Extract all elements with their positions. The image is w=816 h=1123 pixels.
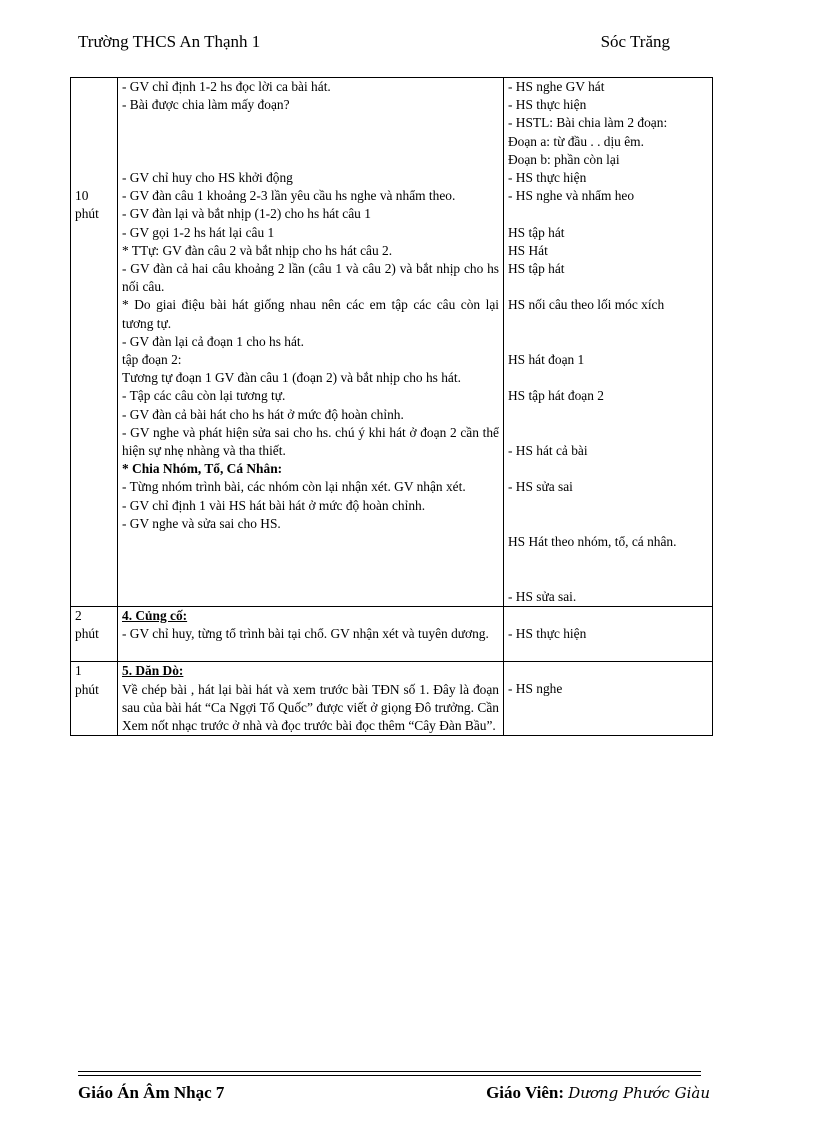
student-line: - HS thực hiện bbox=[508, 170, 587, 186]
time-value: 2 bbox=[75, 607, 82, 623]
footer-teacher bbox=[486, 1083, 710, 1103]
footer-divider bbox=[78, 1075, 701, 1076]
teacher-line: tập đoạn 2: bbox=[122, 352, 182, 367]
time-cell bbox=[71, 606, 118, 662]
teacher-line: - GV đàn câu 1 khoảng 2-3 lần yêu cầu hs nghe và nhẩm theo. bbox=[122, 188, 456, 204]
student-line: HS Hát bbox=[508, 242, 548, 258]
teacher-line: - Từng nhóm trình bài, các nhóm còn lại nhận xét. GV nhận xét. bbox=[122, 479, 466, 495]
teacher-line: - GV nghe và sửa sai cho HS. bbox=[122, 515, 281, 531]
student-line: HS Hát theo nhóm, tổ, cá nhân. bbox=[508, 533, 677, 549]
time-unit: phút bbox=[75, 681, 99, 697]
student-activity-cell bbox=[504, 606, 713, 662]
student-line: HS tập hát bbox=[508, 261, 565, 277]
section-heading: 4. Củng cố: bbox=[122, 607, 188, 623]
teacher-line: - GV chỉ huy, từng tổ trình bài tại chổ. GV nhận xét và tuyên dương. bbox=[122, 625, 489, 641]
time-unit: phút bbox=[75, 206, 99, 222]
student-line: - HS thực hiện bbox=[508, 97, 587, 113]
student-line: HS hát đoạn 1 bbox=[508, 351, 585, 367]
page-header bbox=[78, 32, 676, 56]
section-heading: 5. Dăn Dò: bbox=[122, 663, 184, 679]
teacher-line: Tương tự đoạn 1 GV đàn câu 1 (đoạn 2) và bắt nhịp cho hs hát. bbox=[122, 370, 461, 386]
teacher-line: - GV chỉ huy cho HS khởi động bbox=[122, 169, 293, 185]
teacher-line: - GV chỉ định 1-2 hs đọc lời ca bài hát. bbox=[122, 79, 331, 94]
teacher-line: - GV đàn cả hai câu khoảng 2 lần (câu 1 và câu 2) và bắt nhịp cho hs nối câu. bbox=[122, 260, 499, 295]
teacher-name: Dương Phước Giàu bbox=[568, 1084, 710, 1102]
teacher-line: * Do giai điệu bài hát giống nhau nên các em tập các câu còn lại tương tự. bbox=[122, 297, 499, 331]
student-activity-cell bbox=[504, 78, 713, 607]
province-name: Sóc Trăng bbox=[600, 32, 670, 51]
student-line: - HS sửa sai bbox=[508, 479, 573, 495]
teacher-line: - GV gọi 1-2 hs hát lại câu 1 bbox=[122, 224, 275, 240]
teacher-line: * TTự: GV đàn câu 2 và bắt nhịp cho hs hát câu 2. bbox=[122, 242, 393, 258]
table-row bbox=[71, 606, 713, 662]
time-cell bbox=[71, 78, 118, 607]
student-line: HS nối câu theo lối móc xích bbox=[508, 297, 665, 313]
student-line: - HS thực hiện bbox=[508, 625, 587, 641]
teacher-activity-cell bbox=[118, 662, 504, 736]
teacher-line: - Bài được chia làm mấy đoạn? bbox=[122, 97, 290, 113]
teacher-line: Về chép bài , hát lại bài hát và xem trước bài TĐN số 1. Đây là đoạn sau của bài hát “Ca Ngợi Tổ Quốc” được viết ở giọng Đô trưởng. Cần Xem nốt nhạc trước ở nhà và đọc trước bài đọc thêm “Cây Đàn Bầu”. bbox=[122, 681, 499, 733]
student-line: Đoạn b: phần còn lại bbox=[508, 151, 620, 167]
teacher-line: - GV đàn lại và bắt nhịp (1-2) cho hs hát câu 1 bbox=[122, 206, 371, 222]
student-line: - HS hát cả bài bbox=[508, 442, 588, 458]
student-line: - HS nghe và nhẩm heo bbox=[508, 188, 635, 204]
teacher-line: - GV đàn lại cả đoạn 1 cho hs hát. bbox=[122, 333, 304, 349]
student-line: - HS sửa sai. bbox=[508, 588, 577, 604]
table-row bbox=[71, 662, 713, 736]
student-line: HS tập hát bbox=[508, 224, 565, 240]
group-practice-heading: * Chia Nhóm, Tổ, Cá Nhân: bbox=[122, 461, 283, 477]
time-value: 1 bbox=[75, 663, 82, 679]
teacher-label: Giáo Viên: bbox=[486, 1083, 564, 1102]
teacher-line: - Tập các câu còn lại tương tự. bbox=[122, 388, 286, 404]
time-cell bbox=[71, 662, 118, 736]
school-name: Trường THCS An Thạnh 1 bbox=[78, 32, 261, 51]
table-row bbox=[71, 78, 713, 607]
student-line: - HS nghe bbox=[508, 681, 563, 697]
page-footer bbox=[78, 1083, 710, 1109]
teacher-line: - GV chỉ định 1 vài HS hát bài hát ở mức độ hoàn chỉnh. bbox=[122, 497, 426, 513]
student-activity-cell bbox=[504, 662, 713, 736]
teacher-activity-cell bbox=[118, 78, 504, 607]
teacher-line: - GV đàn cả bài hát cho hs hát ở mức độ hoàn chỉnh. bbox=[122, 406, 404, 422]
student-line: - HS nghe GV hát bbox=[508, 79, 605, 94]
student-line: HS tập hát đoạn 2 bbox=[508, 388, 604, 404]
student-line: Đoạn a: từ đầu . . dịu êm. bbox=[508, 133, 644, 149]
teacher-activity-cell bbox=[118, 606, 504, 662]
time-unit: phút bbox=[75, 625, 99, 641]
student-line: - HSTL: Bài chia làm 2 đoạn: bbox=[508, 115, 668, 131]
teacher-line: - GV nghe và phát hiện sửa sai cho hs. chú ý khi hát ở đoạn 2 cần thể hiện sự nhẹ nhàng và tha thiết. bbox=[122, 424, 499, 459]
lesson-plan-table bbox=[70, 77, 713, 736]
footer-divider bbox=[78, 1071, 701, 1072]
footer-subject: Giáo Án Âm Nhạc 7 bbox=[78, 1083, 225, 1102]
time-value: 10 bbox=[75, 188, 89, 204]
